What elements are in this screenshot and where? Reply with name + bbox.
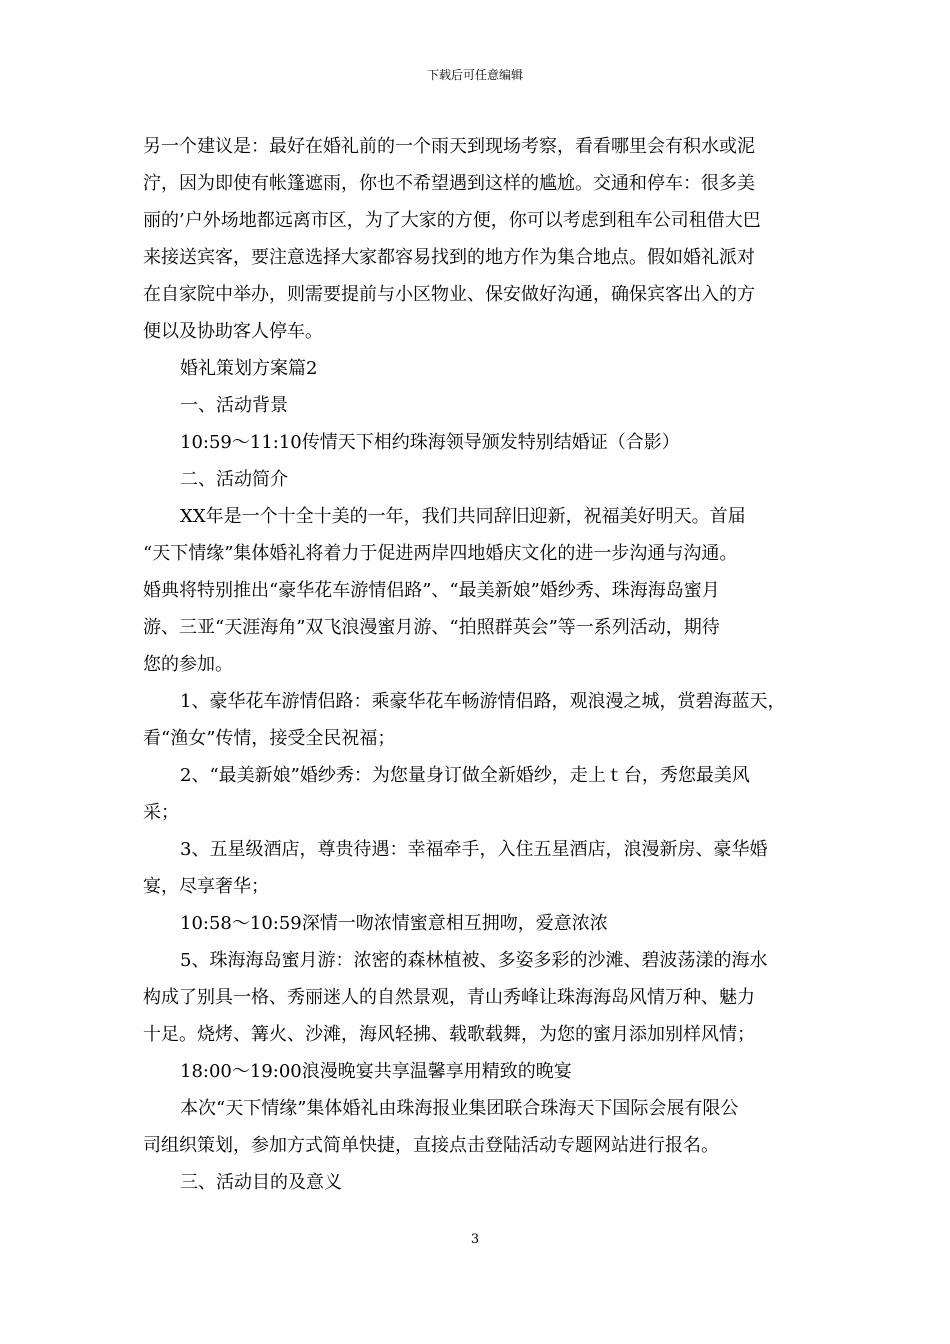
paragraph-line: 来接送宾客，要注意选择大家都容易找到的地方作为集合地点。假如婚礼派对: [143, 247, 755, 268]
paragraph-line: 司组织策划，参加方式简单快捷，直接点击登陆活动专题网站进行报名。: [143, 1135, 719, 1156]
section-heading: 一、活动背景: [180, 395, 288, 416]
paragraph-line: 10:59～11:10传情天下相约珠海领导颁发特别结婚证（合影）: [180, 432, 680, 453]
list-item-continuation: 构成了别具一格、秀丽迷人的自然景观，青山秀峰让珠海海岛风情万种、魅力: [143, 987, 755, 1008]
paragraph-line: 10:58～10:59深情一吻浓情蜜意相互拥吻，爱意浓浓: [180, 913, 608, 934]
list-item-continuation: 采；: [143, 802, 179, 823]
paragraph-line: 婚典将特别推出“豪华花车游情侣路”、“最美新娘”婚纱秀、珠海海岛蜜月: [143, 580, 720, 601]
document-body: [143, 128, 815, 1201]
section-heading: 二、活动简介: [180, 469, 288, 490]
page-header: 下载后可任意编辑: [426, 68, 523, 82]
list-item: 1、豪华花车游情侣路：乘豪华花车畅游情侣路，观浪漫之城，赏碧海蓝天，: [180, 691, 786, 712]
paragraph-line: 18:00～19:00浪漫晚宴共享温馨享用精致的晚宴: [180, 1061, 572, 1082]
paragraph-line: “天下情缘”集体婚礼将着力于促进两岸四地婚庆文化的进一步沟通与沟通。: [143, 543, 738, 564]
section-title: 婚礼策划方案篇2: [180, 358, 318, 379]
list-item-continuation: 看“渔女”传情，接受全民祝福；: [143, 728, 396, 749]
paragraph-line: 便以及协助客人停车。: [143, 321, 323, 342]
section-heading: 三、活动目的及意义: [180, 1172, 342, 1193]
paragraph-line: 在自家院中举办，则需要提前与小区物业、保安做好沟通，确保宾客出入的方: [143, 284, 755, 305]
paragraph-line: XX年是一个十全十美的一年，我们共同辞旧迎新，祝福美好明天。首届: [180, 506, 746, 527]
paragraph-line: 另一个建议是：最好在婚礼前的一个雨天到现场考察，看看哪里会有积水或泥: [143, 136, 755, 157]
paragraph-line: 您的参加。: [143, 654, 233, 675]
list-item: 5、珠海海岛蜜月游：浓密的森林植被、多姿多彩的沙滩、碧波荡漾的海水: [180, 950, 768, 971]
paragraph-line: 丽的’户外场地都远离市区，为了大家的方便，你可以考虑到租车公司租借大巴: [143, 210, 761, 231]
list-item: 2、“最美新娘”婚纱秀：为您量身订做全新婚纱，走上ｔ台，秀您最美风: [180, 765, 750, 786]
paragraph-line: 游、三亚“天涯海角”双飞浪漫蜜月游、“拍照群英会”等一系列活动，期待: [143, 617, 720, 638]
list-item: 3、五星级酒店，尊贵待遇：幸福牵手，入住五星酒店，浪漫新房、豪华婚: [180, 839, 768, 860]
page-number: 3: [470, 1232, 480, 1247]
list-item-continuation: 十足。烧烤、篝火、沙滩，海风轻拂、载歌载舞，为您的蜜月添加别样风情；: [143, 1024, 755, 1045]
list-item-continuation: 宴，尽享奢华；: [143, 876, 269, 897]
paragraph-line: 泞，因为即使有帐篷遮雨，你也不希望遇到这样的尴尬。交通和停车：很多美: [143, 173, 755, 194]
paragraph-line: 本次“天下情缘”集体婚礼由珠海报业集团联合珠海天下国际会展有限公: [180, 1098, 739, 1119]
